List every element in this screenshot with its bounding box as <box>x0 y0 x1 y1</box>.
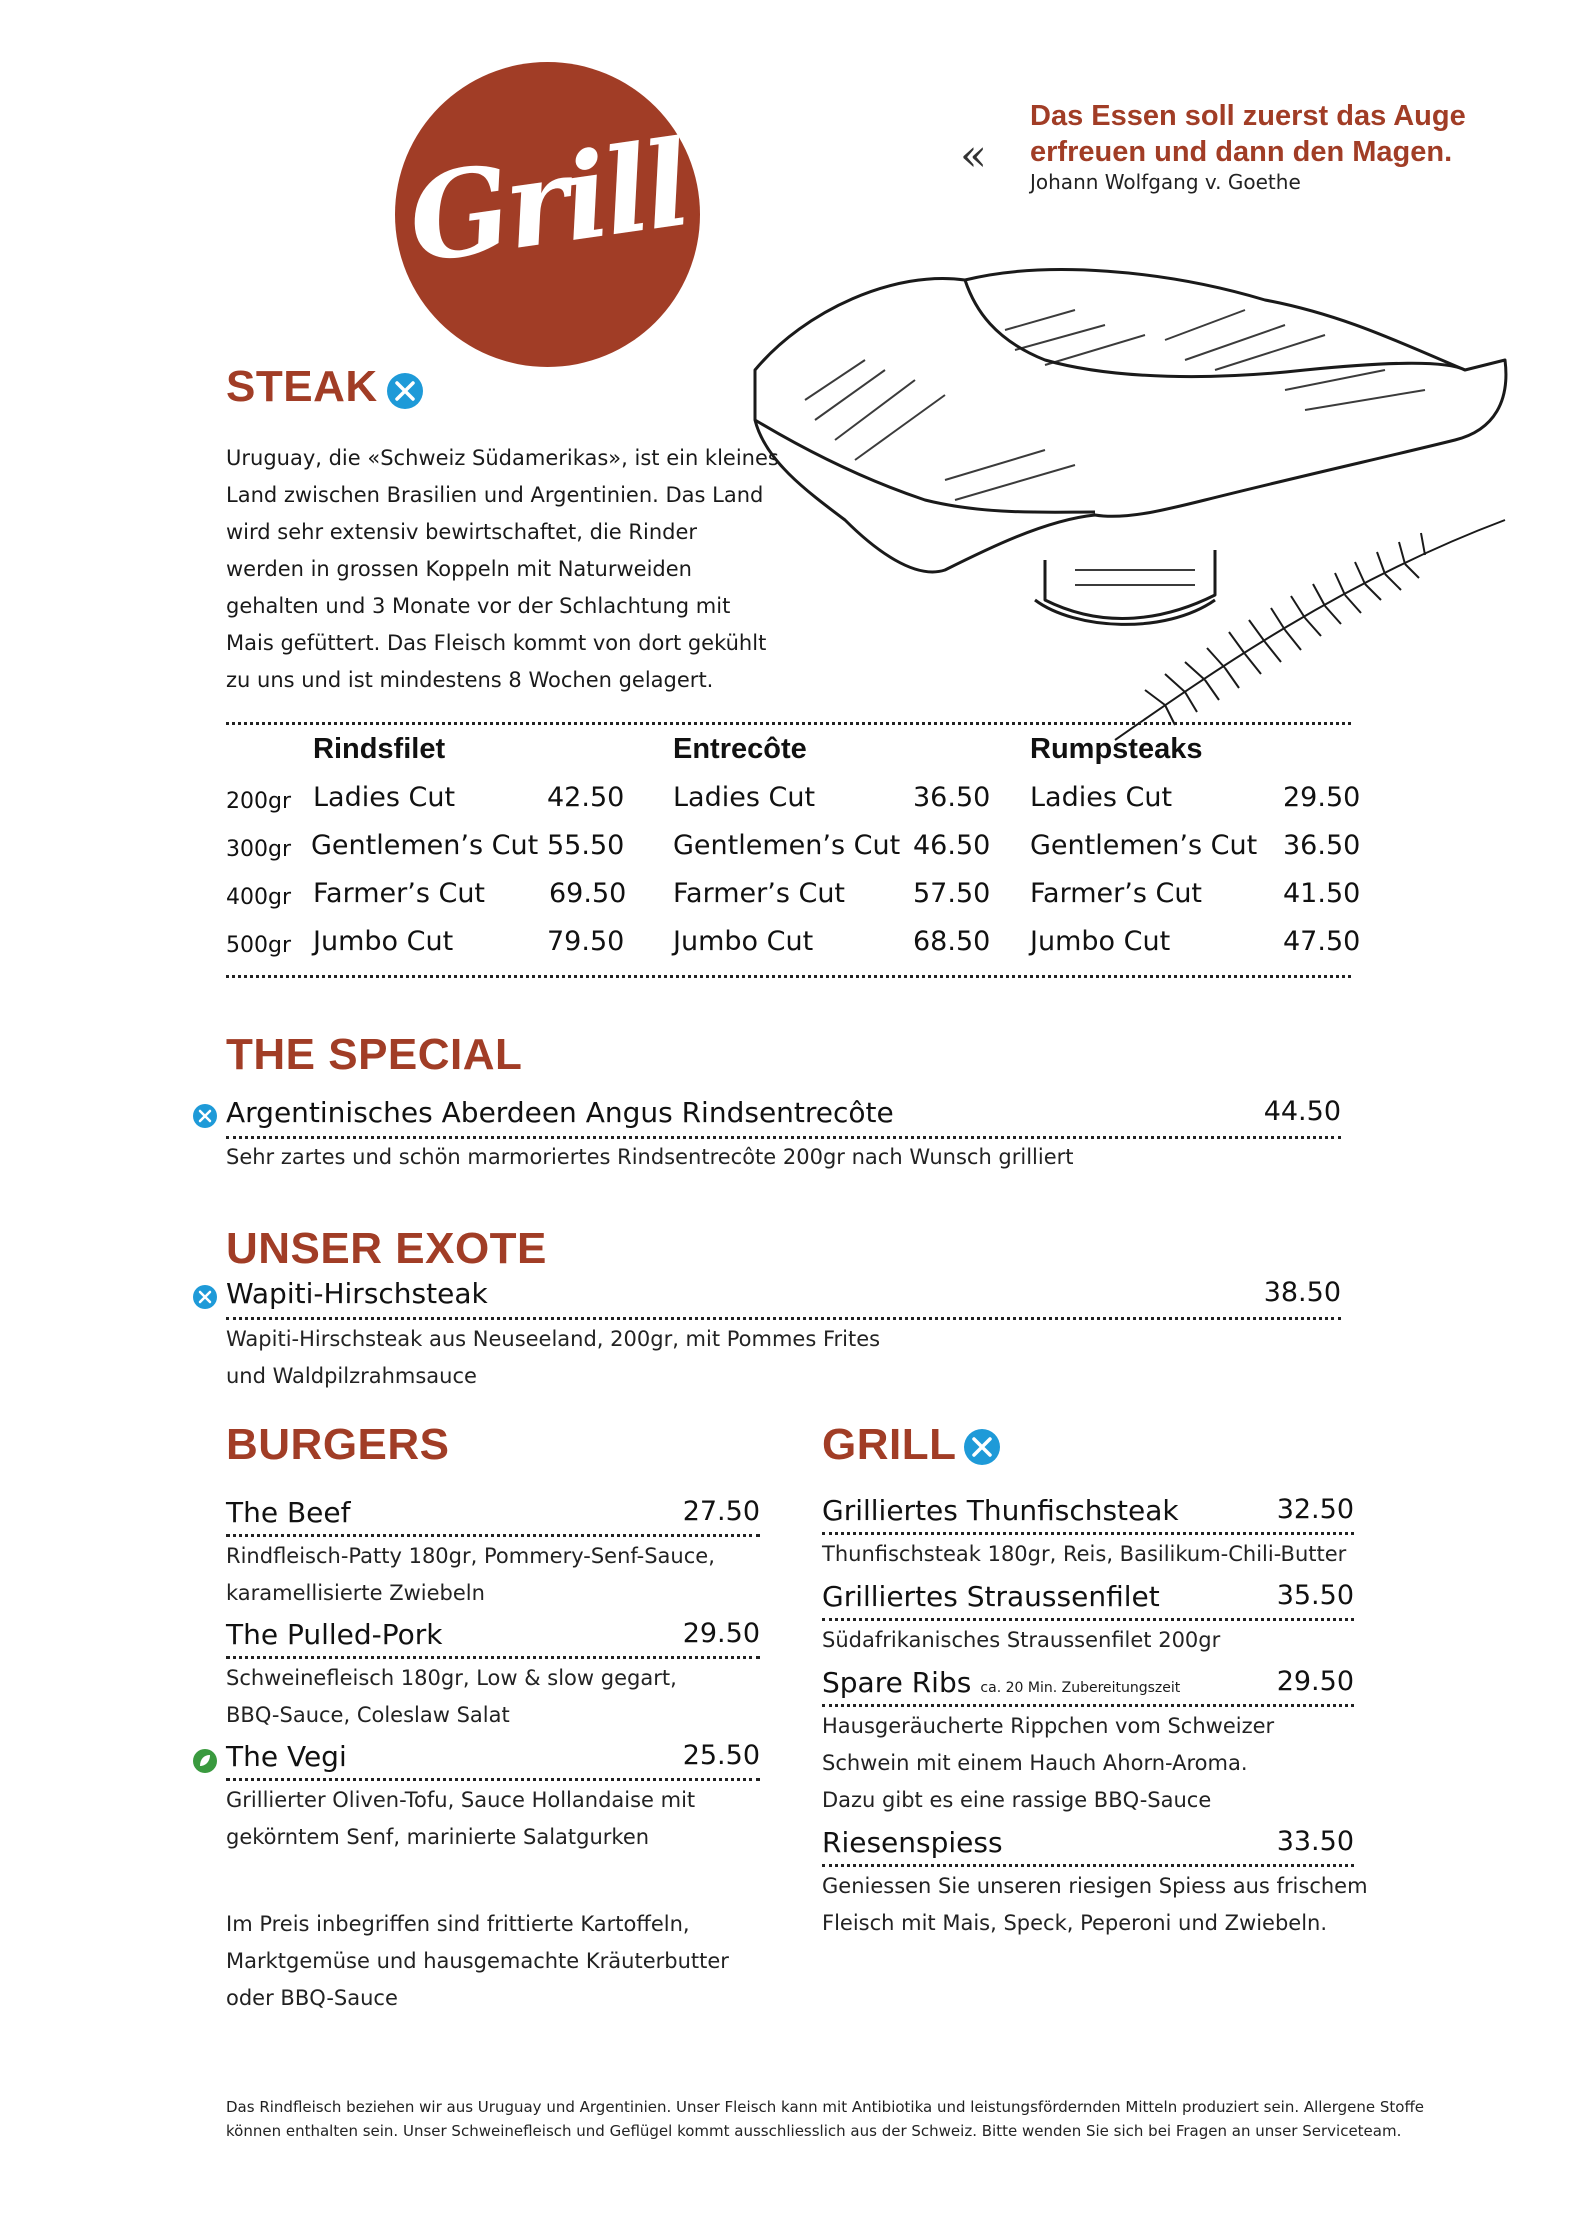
grill-item-name: Grilliertes Straussenfilet <box>822 1580 1160 1613</box>
col-head-rumpsteaks: Rumpsteaks <box>1030 733 1203 765</box>
grill-heading-row <box>822 1420 1000 1473</box>
grill-item-row <box>822 1580 1354 1621</box>
grill-item-price: 33.50 <box>1276 1826 1354 1857</box>
cut-name: Jumbo Cut <box>313 926 454 957</box>
cut-name: Jumbo Cut <box>1030 926 1171 957</box>
cut-price: 69.50 <box>549 878 627 909</box>
quote-author: Johann Wolfgang v. Goethe <box>1030 170 1301 194</box>
weight-label: 500gr <box>226 933 292 958</box>
cut-name: Gentlemen’s Cut <box>1030 830 1258 861</box>
grill-item-desc: Fleisch mit Mais, Speck, Peperoni und Zwiebeln. <box>822 1911 1328 1935</box>
leaf-icon <box>193 1749 217 1773</box>
grill-item-desc: Dazu gibt es eine rassige BBQ-Sauce <box>822 1788 1212 1812</box>
cut-name: Gentlemen’s Cut <box>311 830 539 861</box>
grill-item-desc: Schwein mit einem Hauch Ahorn-Aroma. <box>822 1751 1248 1775</box>
grill-item-row <box>822 1826 1354 1867</box>
burger-item-name: The Beef <box>226 1496 351 1529</box>
exote-item-desc: und Waldpilzrahmsauce <box>226 1364 477 1388</box>
burger-item-desc: Schweinefleisch 180gr, Low & slow gegart, <box>226 1666 677 1690</box>
steak-heading-row <box>226 362 423 415</box>
cut-name: Ladies Cut <box>673 782 816 813</box>
exote-item-name: Wapiti-Hirschsteak <box>226 1277 488 1310</box>
cut-price: 79.50 <box>547 926 625 957</box>
divider-bottom <box>226 975 1351 978</box>
burgers-heading: BURGERS <box>226 1420 450 1469</box>
burger-item-name: The Vegi <box>226 1740 347 1773</box>
cut-name: Farmer’s Cut <box>673 878 846 909</box>
grill-item-price: 29.50 <box>1276 1666 1354 1697</box>
burger-item-price: 25.50 <box>682 1740 760 1771</box>
grill-item-name: Riesenspiess <box>822 1826 1003 1859</box>
special-item-row <box>226 1096 1341 1139</box>
grill-item-note: ca. 20 Min. Zubereitungszeit <box>980 1680 1181 1696</box>
burger-item-desc: Grillierter Oliven-Tofu, Sauce Hollandaise mit <box>226 1788 696 1812</box>
grill-item-row <box>822 1494 1354 1535</box>
cutlery-icon <box>964 1429 1000 1465</box>
burger-item-row <box>226 1496 760 1537</box>
cut-price: 68.50 <box>913 926 991 957</box>
grill-item-name: Spare Ribs <box>822 1666 972 1699</box>
cut-name: Gentlemen’s Cut <box>673 830 901 861</box>
cutlery-icon <box>387 373 423 409</box>
cut-price: 42.50 <box>547 782 625 813</box>
burger-item-desc: gekörntem Senf, marinierte Salatgurken <box>226 1825 650 1849</box>
burger-item-price: 29.50 <box>682 1618 760 1649</box>
steak-heading: STEAK <box>226 362 378 411</box>
cut-name: Jumbo Cut <box>673 926 814 957</box>
quote-mark: « <box>960 130 987 181</box>
special-item-name: Argentinisches Aberdeen Angus Rindsentrecôte <box>226 1096 894 1129</box>
special-item-price: 44.50 <box>1263 1096 1341 1127</box>
grill-heading: GRILL <box>822 1420 957 1469</box>
divider-top <box>226 722 1351 725</box>
cut-price: 46.50 <box>913 830 991 861</box>
weight-label: 200gr <box>226 789 292 814</box>
burger-item-price: 27.50 <box>682 1496 760 1527</box>
special-heading: THE SPECIAL <box>226 1030 523 1079</box>
steak-illustration <box>745 250 1515 750</box>
grill-logo <box>395 62 700 367</box>
cut-name: Ladies Cut <box>1030 782 1173 813</box>
grill-item-name: Grilliertes Thunfischsteak <box>822 1494 1179 1527</box>
grill-item-price: 32.50 <box>1276 1494 1354 1525</box>
cut-price: 57.50 <box>913 878 991 909</box>
cutlery-icon <box>193 1285 217 1309</box>
burger-item-name: The Pulled-Pork <box>226 1618 443 1651</box>
cut-price: 29.50 <box>1283 782 1361 813</box>
col-head-entrecote: Entrecôte <box>673 733 807 765</box>
cut-price: 55.50 <box>547 830 625 861</box>
burger-item-desc: BBQ-Sauce, Coleslaw Salat <box>226 1703 510 1727</box>
cut-name: Ladies Cut <box>313 782 456 813</box>
weight-label: 400gr <box>226 885 292 910</box>
cut-name: Farmer’s Cut <box>1030 878 1203 909</box>
exote-item-price: 38.50 <box>1263 1277 1341 1308</box>
grill-item-desc: Hausgeräucherte Rippchen vom Schweizer <box>822 1714 1275 1738</box>
grill-item-price: 35.50 <box>1276 1580 1354 1611</box>
burgers-note: Im Preis inbegriffen sind frittierte Kartoffeln, <box>226 1912 690 1936</box>
grill-item-row <box>822 1666 1354 1707</box>
burgers-note: Marktgemüse und hausgemachte Kräuterbutter <box>226 1949 729 1973</box>
grill-item-desc: Geniessen Sie unseren riesigen Spiess aus frischem <box>822 1874 1368 1898</box>
grill-item-desc: Thunfischsteak 180gr, Reis, Basilikum-Chili-Butter <box>822 1542 1347 1566</box>
weight-label: 300gr <box>226 837 292 862</box>
steak-intro: Uruguay, die «Schweiz Südamerikas», ist ein kleines Land zwischen Brasilien und Argentinien. Das Land wird sehr extensiv bewirtschaftet, die Rinder werden in grossen Koppeln mit Naturweiden gehalten und 3 Monate vor der Schlachtung mit Mais gefüttert. Das Fleisch kommt von dort gekühlt zu uns und ist mindestens 8 Wochen gelagert. <box>226 446 779 692</box>
exote-item-desc: Wapiti-Hirschsteak aus Neuseeland, 200gr, mit Pommes Frites <box>226 1327 881 1351</box>
burger-item-desc: karamellisierte Zwiebeln <box>226 1581 485 1605</box>
exote-heading: UNSER EXOTE <box>226 1224 547 1273</box>
grill-item-title <box>822 1666 1180 1699</box>
cutlery-icon <box>193 1104 217 1128</box>
special-item-desc: Sehr zartes und schön marmoriertes Rindsentrecôte 200gr nach Wunsch grilliert <box>226 1145 1074 1169</box>
logo-text: Grill <box>400 113 695 290</box>
exote-item-row <box>226 1277 1341 1320</box>
burger-item-row <box>226 1740 760 1781</box>
burger-item-desc: Rindfleisch-Patty 180gr, Pommery-Senf-Sauce, <box>226 1544 715 1568</box>
cut-price: 36.50 <box>913 782 991 813</box>
burger-item-row <box>226 1618 760 1659</box>
cut-name: Farmer’s Cut <box>313 878 486 909</box>
cut-price: 47.50 <box>1283 926 1361 957</box>
cut-price: 41.50 <box>1283 878 1361 909</box>
footer-disclaimer: Das Rindfleisch beziehen wir aus Uruguay und Argentinien. Unser Fleisch kann mit Antibiotika und leistungsfördernden Mitteln produziert sein. Allergene Stoffe können enthalten sein. Unser Schweinefleisch und Geflügel kommt ausschliesslich aus der Schweiz. Bitte wenden Sie sich bei Fragen an unser Serviceteam. <box>226 2098 1425 2140</box>
col-head-rindsfilet: Rindsfilet <box>313 733 446 765</box>
grill-item-desc: Südafrikanisches Straussenfilet 200gr <box>822 1628 1221 1652</box>
cut-price: 36.50 <box>1283 830 1361 861</box>
quote-text: Das Essen soll zuerst das Auge erfreuen und dann den Magen. <box>1030 100 1466 168</box>
burgers-note: oder BBQ-Sauce <box>226 1986 398 2010</box>
